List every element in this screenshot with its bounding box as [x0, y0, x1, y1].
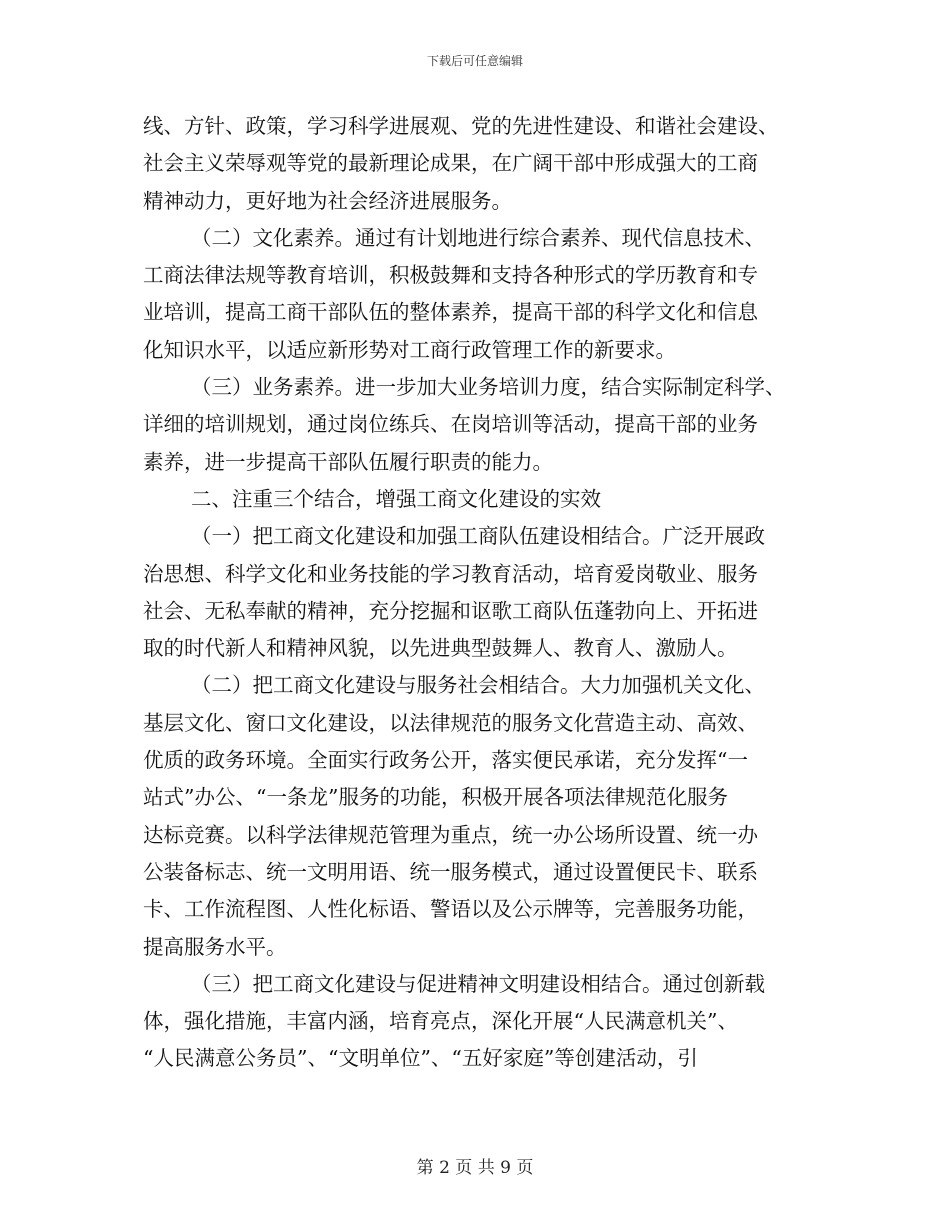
text-line: 卡、工作流程图、人性化标语、警语以及公示牌等，完善服务功能，: [143, 897, 758, 922]
paragraph: [143, 369, 811, 481]
text-line: 优质的政务环境。全面实行政务公开，落实便民承诺，充分发挥“一: [143, 748, 748, 773]
text-line: 工商法律法规等教育培训，积极鼓舞和支持各种形式的学历教育和专: [143, 263, 758, 288]
text-line: 详细的培训规划，通过岗位练兵、在岗培训等活动，提高干部的业务: [143, 412, 758, 437]
text-line: 站式”办公、“一条龙”服务的功能，积极开展各项法律规范化服务: [143, 785, 728, 810]
paragraph: [143, 966, 811, 1078]
text-line: （三）业务素养。进一步加大业务培训力度，结合实际制定科学、: [191, 375, 786, 400]
paragraph: [143, 667, 811, 965]
text-line: 体，强化措施，丰富内涵，培育亮点，深化开展“人民满意机关”、: [143, 1009, 738, 1034]
text-line: 公装备标志、统一文明用语、统一服务模式，通过设置便民卡、联系: [143, 859, 758, 884]
text-line: 线、方针、政策，学习科学进展观、党的先进性建设、和谐社会建设、: [143, 114, 779, 138]
text-line: （一）把工商文化建设和加强工商队伍建设相结合。广泛开展政: [191, 524, 765, 549]
text-line: 达标竞赛。以科学法律规范管理为重点，统一办公场所设置、统一办: [143, 822, 758, 847]
text-line: 提高服务水平。: [143, 934, 287, 959]
text-line: 治思想、科学文化和业务技能的学习教育活动，培育爱岗敬业、服务: [143, 561, 758, 586]
text-line: “人民满意公务员”、“文明单位”、“五好家庭”等创建活动，引: [143, 1046, 698, 1071]
text-line: （二）把工商文化建设与服务社会相结合。大力加强机关文化、: [191, 673, 765, 698]
text-line: 业培训，提高工商干部队伍的整体素养，提高干部的科学文化和信息: [143, 300, 758, 325]
page-footer: 第 2 页 共 9 页: [416, 1158, 534, 1178]
text-line: 社会主义荣辱观等党的最新理论成果，在广阔干部中形成强大的工商: [143, 151, 758, 176]
text-line: 二、注重三个结合，增强工商文化建设的实效: [191, 486, 601, 511]
paragraph: [143, 220, 811, 369]
text-line: 素养，进一步提高干部队伍履行职责的能力。: [143, 449, 553, 474]
text-line: 化知识水平，以适应新形势对工商行政管理工作的新要求。: [143, 337, 676, 362]
text-line: 精神动力，更好地为社会经济进展服务。: [143, 188, 512, 213]
paragraph: [143, 518, 811, 667]
text-line: （三）把工商文化建设与促进精神文明建设相结合。通过创新载: [191, 971, 765, 996]
text-line: 社会、无私奉献的精神，充分挖掘和讴歌工商队伍蓬勃向上、开拓进: [143, 598, 758, 623]
text-line: 基层文化、窗口文化建设，以法律规范的服务文化营造主动、高效、: [143, 710, 758, 735]
paragraph: [143, 108, 811, 220]
section-heading: [143, 481, 811, 518]
document-body: [143, 108, 811, 1078]
text-line: （二）文化素养。通过有计划地进行综合素养、现代信息技术、: [191, 225, 765, 250]
page-header: 下载后可任意编辑: [426, 54, 523, 68]
text-line: 取的时代新人和精神风貌，以先进典型鼓舞人、教育人、激励人。: [143, 636, 738, 661]
